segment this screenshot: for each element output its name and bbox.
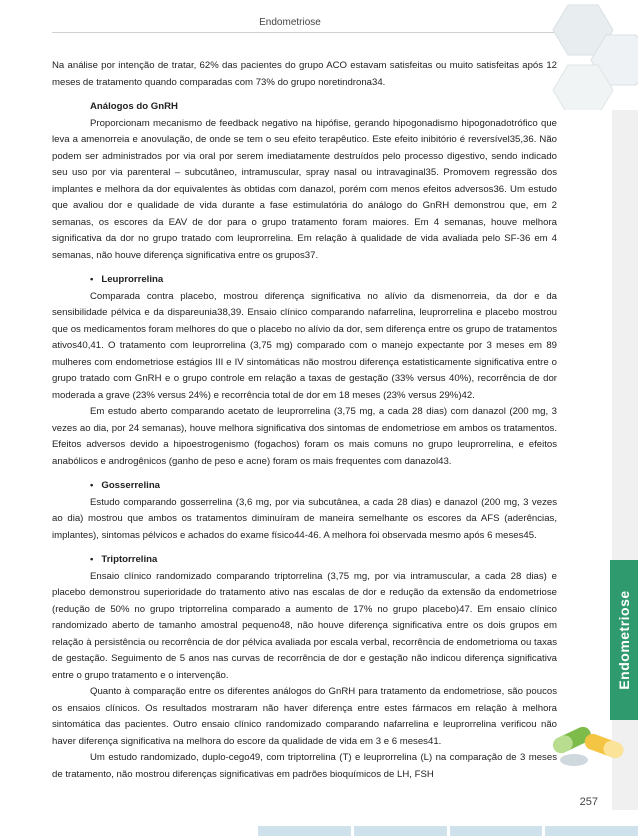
- bullet-icon: •: [90, 480, 94, 491]
- section-heading-gnrh: Análogos do GnRH: [90, 101, 178, 112]
- bullet-icon: •: [90, 554, 94, 565]
- subsection-heading-leuprorrelina: [52, 272, 557, 289]
- footer-decoration: [258, 826, 638, 836]
- pills-illustration: [544, 710, 634, 770]
- paragraph-gnrh: Proporcionam mecanismo de feedback negativo na hipófise, gerando hipogonadismo hipogonadotrófico que leva a amenorreia e anovulação, de onde se tem o seu efeito terapêutico. Este efeito inibitório é reversível35,36. Não podem ser administrados por via oral por serem imediatamente destruídos pelo processo digestivo, sendo indicado seu uso por via parenteral – subcutâneo, intramuscular, spray nasal ou intravaginal35. Promovem regressão dos implantes e melhora da dor equivalentes às obtidas com danazol, porém com menos efeitos adversos36. Um estudo que avaliou dor e qualidade de vida durante a fase estimulatória do análogo do GnRH demonstrou que, em 2 semanas, os escores da EAV de dor para o grupo tratamento foram maiores. Em 4 semanas, houve melhora significativa da dor no grupo tratado com leuprorrelina. Em relação à qualidade de vida avaliada pelo SF-36 em 4 semanas, não houve diferença significativa entre os grupos37.: [52, 117, 557, 261]
- paragraph-triptorrelina-1: Ensaio clínico randomizado comparando triptorrelina (3,75 mg, por via intramuscular, a cada 28 dias) e placebo demonstrou superioridade do tratamento ativo nas escalas de dor e redução da extensão da endometriose (redução de 50% no grupo triptorrelina comparado a aumento de 17% no grupo placebo)47. Em ensaio clínico randomizado aberto de tamanho amostral pequeno48, não houve diferença significativa entre os dois grupos em relação à persistência ou recorrência de dor pélvica avaliada por escala verbal, recorrência de endometrioma ou taxas de gestação. Seguimento de 5 anos nas curvas de recorrência de dor e gestação não indicou diferença significativa entre o grupo tratamento e o intervenção.: [52, 570, 557, 681]
- running-header-title: Endometriose: [259, 17, 321, 28]
- subsection-heading-triptorrelina: [52, 552, 557, 569]
- heading-text: Leuprorrelina: [101, 274, 164, 285]
- header-divider: [52, 32, 562, 33]
- paragraph-triptorrelina-2: Quanto à comparação entre os diferentes análogos do GnRH para tratamento da endometriose, são poucos os ensaios clínicos. Os resultados mostraram não haver diferença entre estes fármacos em relação à melhora sintomática das pacientes. Outro ensaio clínico randomizado comparando nafarrelina e leuprorrelina verificou não haver diferença significativa na melhora do escore da qualidade de vida em 3 e 6 meses41.: [52, 686, 557, 747]
- paragraph-intro: Na análise por intenção de tratar, 62% das pacientes do grupo ACO estavam satisfeitas ou muito satisfeitas após 12 meses de tratamento quando comparadas com 73% do grupo noretindrona34.: [52, 60, 557, 88]
- page-body: [52, 58, 557, 783]
- chapter-side-tab: [610, 560, 638, 720]
- page-number: 257: [579, 796, 598, 808]
- heading-text: Triptorrelina: [101, 554, 158, 565]
- paragraph-leuprorrelina-1: Comparada contra placebo, mostrou diferença significativa no alívio da dismenorreia, da dor e da sensibilidade pélvica e da dispareunia38,39. Ensaio clínico comparando nafarrelina, leuprorrelina e placebo mostrou que os medicamentos foram melhores do que o placebo no alívio da dor, sem diferença entre os grupo de tratamentos ativos40,41. O tratamento com leuprorrelina (3,75 mg) comparado com o manejo expectante por 3 meses em 89 mulheres com endometriose estágios III e IV sintomáticas não mostrou diferença estatisticamente significativa entre o grupo tratado com GnRH e o grupo controle em relação a taxas de gestação (33% versus 40%), recorrência de dor moderada a grave (23% versus 24%) e recorrência total de dor em 18 meses (23% versus 29%)42.: [52, 290, 557, 401]
- paragraph-gosserrelina: Estudo comparando gosserrelina (3,6 mg, por via subcutânea, a cada 28 dias) e danazol (200 mg, 3 vezes ao dia) mostrou que ambos os tratamentos diminuíram de maneira semelhante os escores da AFS (aderências, implantes), sintomas pélvicos e achados do exame físico44-46. A melhora foi observada mesmo após 6 meses45.: [52, 496, 557, 541]
- decorative-hexagon-pattern: [548, 0, 638, 110]
- paragraph-triptorrelina-3: Um estudo randomizado, duplo-cego49, com triptorrelina (T) e leuprorrelina (L) na comparação de 3 meses de tratamento, não mostrou diferenças significativas em padrões bioquímicos de LH, FSH: [52, 752, 557, 780]
- paragraph-leuprorrelina-2: Em estudo aberto comparando acetato de leuprorrelina (3,75 mg, a cada 28 dias) com danazol (200 mg, 3 vezes ao dia, por 24 semanas), houve melhora significativa dos sintomas de endometriose em ambos os tratamentos. Efeitos adversos devido a hipoestrogenismo (fogachos) foram os mais comuns no grupo leuprorrelina, e efeitos anabólicos e androgênicos (ganho de peso e acne) foram os mais frequentes com danazol43.: [52, 406, 557, 467]
- heading-text: Gosserrelina: [101, 480, 161, 491]
- bullet-icon: •: [90, 274, 94, 285]
- subsection-heading-gosserrelina: [52, 478, 557, 495]
- chapter-side-label: Endometriose: [616, 590, 632, 690]
